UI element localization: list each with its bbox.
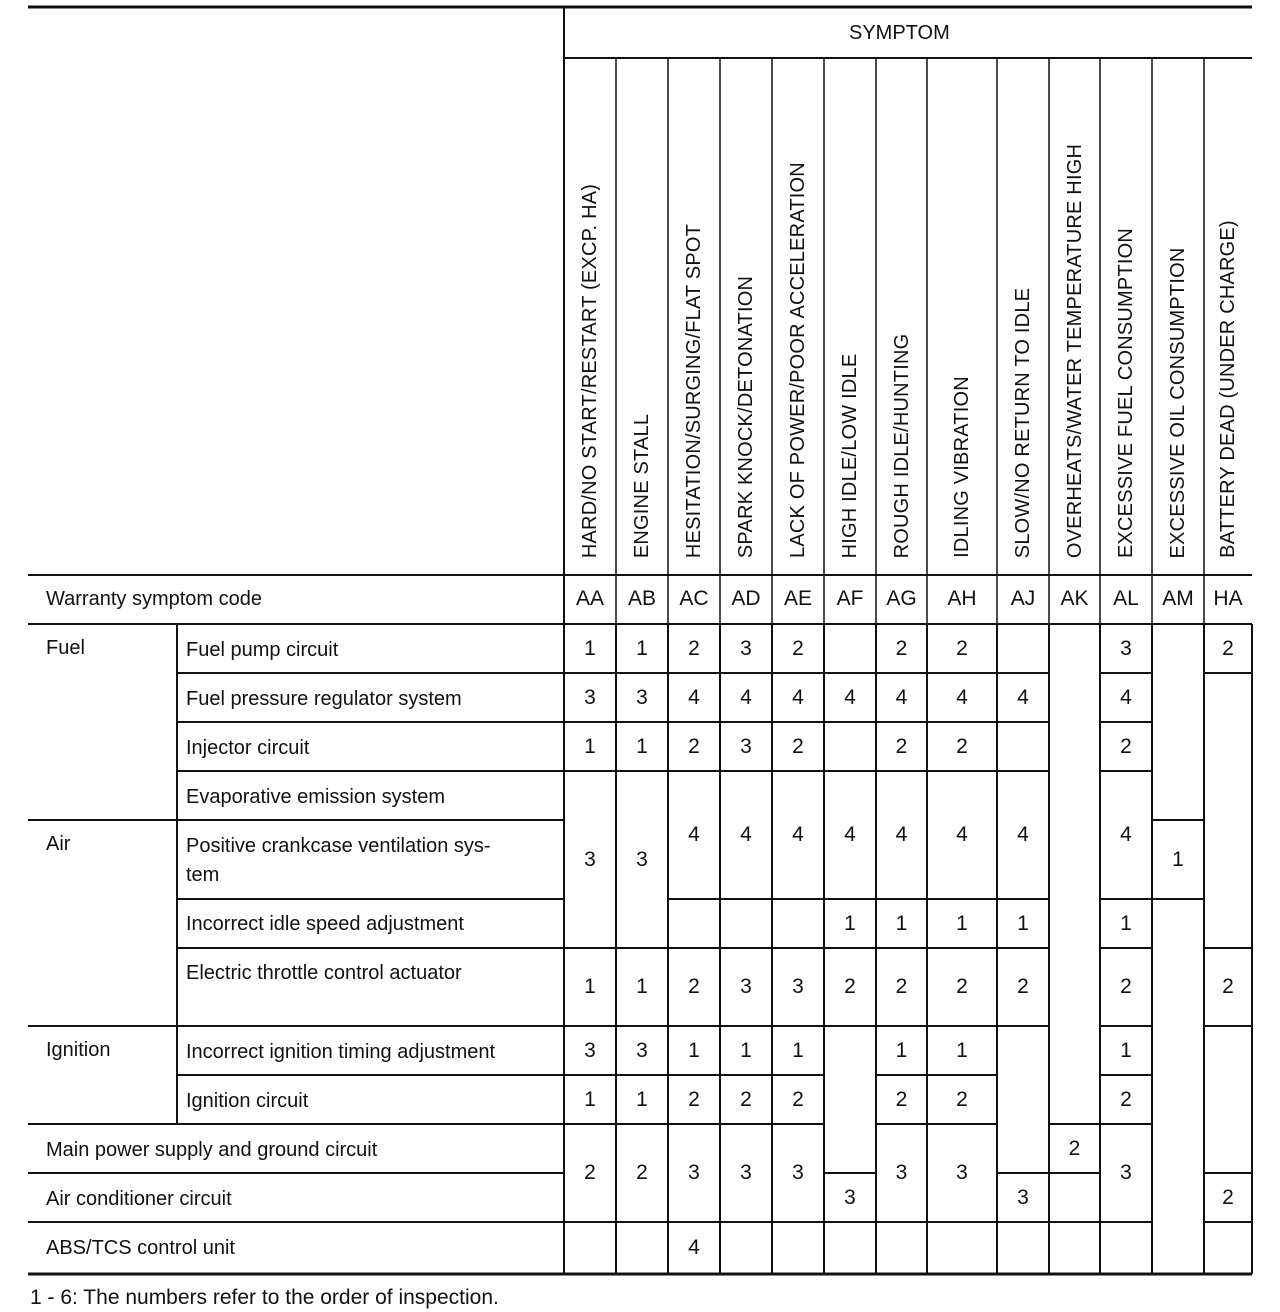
item-label: Incorrect idle speed adjustment [186, 913, 464, 935]
inspection-order-cell: 2 [1222, 975, 1234, 998]
inspection-order-cell: 1 [844, 911, 856, 935]
item-label: Fuel pump circuit [186, 639, 339, 661]
inspection-order-cell: 2 [956, 636, 968, 660]
inspection-order-cell: 2 [792, 1087, 804, 1111]
inspection-order-cell: 4 [956, 823, 968, 846]
inspection-order-cell: 1 [584, 1087, 596, 1111]
inspection-order-cell: 3 [844, 1185, 856, 1209]
symptom-column-header: EXCESSIVE FUEL CONSUMPTION [1115, 227, 1137, 558]
inspection-order-cell: 2 [1120, 1087, 1132, 1111]
inspection-order-cell: 3 [584, 1038, 596, 1062]
inspection-order-cell: 2 [895, 636, 908, 660]
inspection-order-cell: 3 [792, 1161, 804, 1184]
inspection-order-cell: 3 [792, 975, 804, 998]
inspection-order-cell: 2 [688, 636, 700, 660]
inspection-order-cell: 1 [1017, 911, 1029, 935]
warranty-code: AC [679, 587, 709, 610]
inspection-order-cell: 3 [1017, 1185, 1029, 1209]
inspection-order-cell: 1 [584, 734, 596, 758]
item-label: Ignition circuit [186, 1090, 309, 1112]
inspection-order-cell: 4 [895, 823, 908, 846]
inspection-order-cell: 3 [1120, 636, 1132, 660]
inspection-order-cell: 2 [895, 975, 908, 998]
warranty-code: AE [783, 587, 812, 610]
warranty-code: AK [1060, 587, 1089, 610]
inspection-order-cell: 1 [956, 911, 968, 935]
inspection-order-cell: 4 [956, 685, 968, 709]
item-label: Main power supply and ground circuit [46, 1139, 378, 1161]
warranty-code: AA [575, 587, 604, 610]
inspection-order-cell: 2 [792, 636, 804, 660]
symptom-column-header: BATTERY DEAD (UNDER CHARGE) [1217, 220, 1239, 558]
inspection-order-cell: 3 [740, 734, 752, 758]
symptom-column-header: EXCESSIVE OIL CONSUMPTION [1167, 247, 1189, 558]
inspection-order-cell: 4 [792, 685, 804, 709]
warranty-code: AF [836, 587, 864, 610]
inspection-order-cell: 1 [740, 1038, 752, 1062]
symptom-column-header: ROUGH IDLE/HUNTING [890, 333, 913, 558]
symptom-header: SYMPTOM [849, 22, 950, 44]
inspection-order-cell: 1 [1120, 1038, 1132, 1062]
inspection-order-cell: 2 [844, 975, 856, 998]
symptom-column-header: HESITATION/SURGING/FLAT SPOT [683, 223, 705, 558]
item-label: Incorrect ignition timing adjustment [186, 1041, 496, 1063]
warranty-code: AL [1113, 587, 1139, 610]
inspection-order-cell: 3 [740, 636, 752, 660]
inspection-order-cell: 1 [956, 1038, 968, 1062]
inspection-order-cell: 4 [1017, 685, 1029, 709]
inspection-order-cell: 4 [844, 823, 856, 846]
warranty-code: AM [1162, 587, 1194, 610]
symptom-column-header: OVERHEATS/WATER TEMPERATURE HIGH [1063, 143, 1086, 558]
inspection-order-cell: 2 [688, 975, 700, 998]
inspection-order-cell: 4 [1120, 823, 1132, 846]
inspection-order-cell: 3 [636, 847, 648, 871]
inspection-order-cell: 4 [1120, 685, 1132, 709]
inspection-order-cell: 3 [956, 1161, 968, 1184]
inspection-order-cell: 1 [636, 1087, 648, 1111]
warranty-code: AG [886, 587, 917, 610]
inspection-order-cell: 2 [895, 1087, 908, 1111]
inspection-order-cell: 4 [1017, 823, 1029, 846]
group-label: Fuel [46, 637, 85, 659]
warranty-code: AD [731, 587, 761, 610]
inspection-order-cell: 2 [956, 734, 968, 758]
inspection-order-cell: 2 [895, 734, 908, 758]
inspection-order-cell: 2 [1222, 636, 1234, 660]
warranty-code: AB [627, 587, 656, 610]
symptom-column-header: HARD/NO START/RESTART (EXCP. HA) [579, 183, 601, 558]
warranty-code: AH [947, 587, 977, 610]
inspection-order-cell: 2 [1120, 975, 1132, 998]
inspection-order-cell: 1 [636, 734, 648, 758]
inspection-order-cell: 1 [1172, 847, 1184, 871]
symptom-column-header: IDLING VIBRATION [951, 376, 973, 558]
inspection-order-cell: 4 [844, 685, 856, 709]
symptom-column-header: SLOW/NO RETURN TO IDLE [1012, 287, 1034, 558]
inspection-order-cell: 4 [688, 1236, 700, 1259]
inspection-order-cell: 2 [792, 734, 804, 758]
inspection-order-cell: 2 [1120, 734, 1132, 758]
item-label: Air conditioner circuit [46, 1188, 232, 1210]
warranty-code: AJ [1010, 587, 1036, 610]
inspection-order-cell: 4 [895, 685, 908, 709]
inspection-order-cell: 2 [740, 1087, 752, 1111]
inspection-order-cell: 3 [740, 975, 752, 998]
warranty-symptom-code-label: Warranty symptom code [46, 588, 262, 610]
inspection-order-cell: 1 [1120, 911, 1132, 935]
inspection-order-cell: 2 [956, 975, 968, 998]
symptom-column-header: HIGH IDLE/LOW IDLE [839, 353, 861, 558]
inspection-order-cell: 2 [1222, 1185, 1234, 1209]
inspection-order-cell: 4 [792, 823, 804, 846]
symptom-column-header: SPARK KNOCK/DETONATION [735, 275, 757, 558]
inspection-order-cell: 1 [584, 975, 596, 998]
inspection-order-cell: 4 [688, 823, 700, 846]
inspection-order-cell: 1 [636, 636, 648, 660]
warranty-code: HA [1213, 587, 1243, 610]
item-label: Positive crankcase ventilation sys- tem [186, 835, 491, 886]
symptom-column-header: ENGINE STALL [631, 413, 653, 558]
inspection-order-cell: 3 [584, 685, 596, 709]
inspection-order-cell: 4 [740, 685, 752, 709]
inspection-order-cell: 3 [584, 847, 596, 871]
inspection-order-cell: 3 [688, 1161, 700, 1184]
symptom-column-header: LACK OF POWER/POOR ACCELERATION [787, 162, 809, 558]
inspection-order-cell: 3 [740, 1161, 752, 1184]
inspection-order-cell: 4 [740, 823, 752, 846]
inspection-order-cell: 3 [1120, 1161, 1132, 1184]
inspection-order-cell: 3 [895, 1161, 908, 1184]
inspection-order-cell: 1 [688, 1038, 700, 1062]
inspection-order-cell: 2 [1068, 1136, 1081, 1160]
item-label: Evaporative emission system [186, 786, 445, 808]
inspection-order-cell: 1 [895, 1038, 908, 1062]
inspection-order-cell: 1 [895, 911, 908, 935]
group-label: Ignition [46, 1039, 111, 1061]
inspection-order-cell: 1 [636, 975, 648, 998]
inspection-order-cell: 2 [1017, 975, 1029, 998]
footnote: 1 - 6: The numbers refer to the order of inspection. [30, 1286, 499, 1309]
item-label: ABS/TCS control unit [46, 1237, 235, 1259]
item-label: Fuel pressure regulator system [186, 688, 462, 710]
inspection-order-cell: 3 [636, 685, 648, 709]
inspection-order-cell: 2 [584, 1161, 596, 1184]
inspection-order-cell: 1 [792, 1038, 804, 1062]
inspection-order-cell: 2 [688, 1087, 700, 1111]
inspection-order-cell: 1 [584, 636, 596, 660]
inspection-order-cell: 2 [688, 734, 700, 758]
inspection-order-cell: 2 [636, 1161, 648, 1184]
item-label: Electric throttle control actuator [186, 962, 462, 984]
item-label: Injector circuit [186, 737, 310, 759]
group-label: Air [46, 833, 71, 855]
inspection-order-cell: 2 [956, 1087, 968, 1111]
inspection-order-cell: 4 [688, 685, 700, 709]
inspection-order-cell: 3 [636, 1038, 648, 1062]
